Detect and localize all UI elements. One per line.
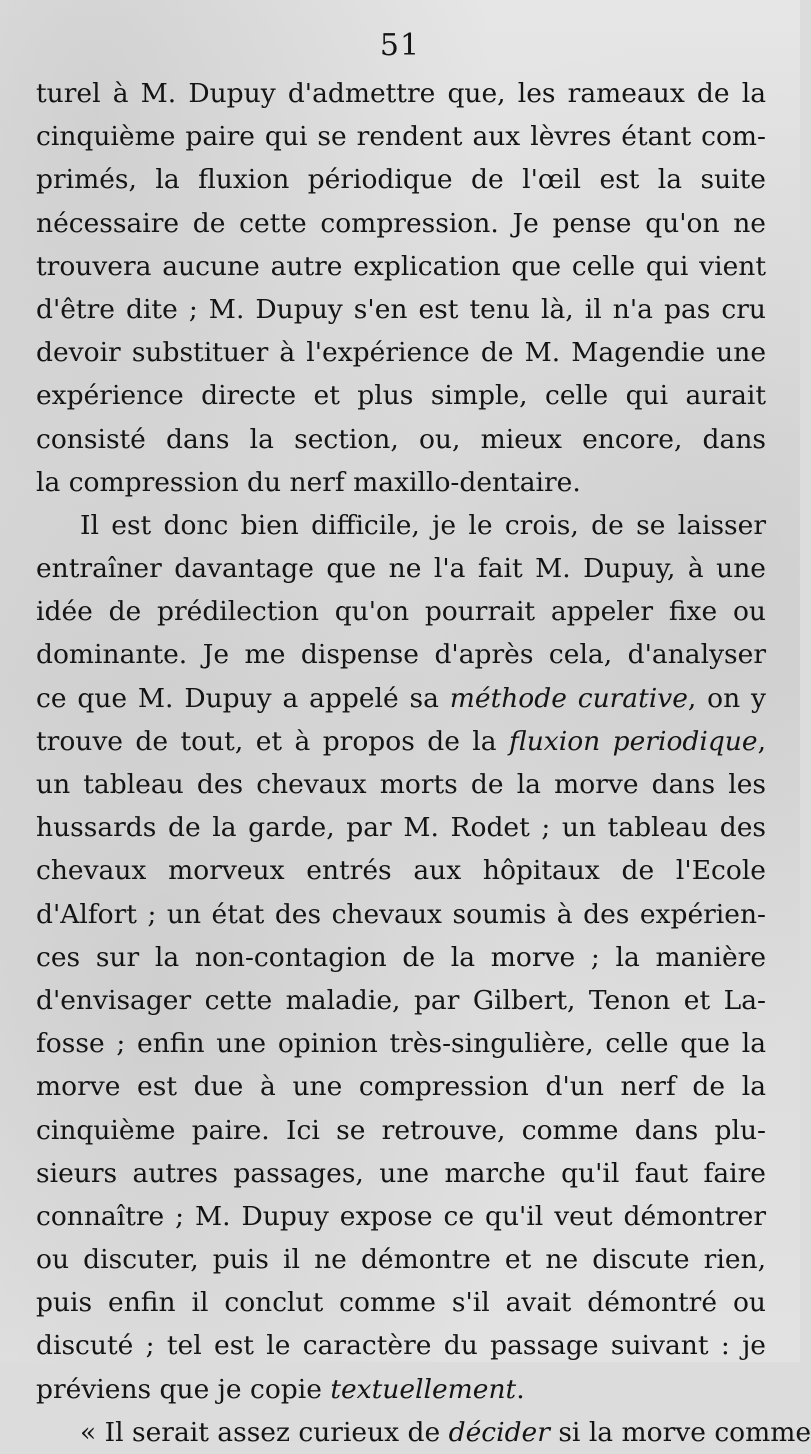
- italic-text: décider: [448, 1416, 550, 1448]
- body-text: [36, 72, 811, 1454]
- text-line: devoir substituer à l'expérience de M. Magendie une: [36, 337, 766, 369]
- text-line: morve est due à une compression d'un nerf de la: [36, 1071, 766, 1103]
- text-segment: si la morve comme: [549, 1416, 811, 1448]
- text-line: trouvera aucune autre explication que celle qui vient: [36, 250, 766, 282]
- text-line: un tableau des chevaux morts de la morve dans les: [36, 769, 766, 800]
- text-line: [36, 677, 766, 720]
- text-segment: « Il serait assez curieux de: [80, 1416, 449, 1448]
- text-line: expérience directe et plus simple, celle qui aurait: [36, 380, 766, 412]
- text-line: discuté ; tel est le caractère du passage suivant : je: [36, 1330, 766, 1362]
- text-segment: préviens que je copie: [36, 1373, 331, 1405]
- text-line: d'envisager cette maladie, par Gilbert, Tenon et La-: [36, 984, 766, 1016]
- italic-text: fluxion periodique: [509, 725, 758, 757]
- text-segment: trouve de tout, et à propos de la: [36, 725, 510, 757]
- text-line: turel à M. Dupuy d'admettre que, les rameaux de la: [36, 78, 766, 109]
- italic-text: méthode curative: [449, 682, 688, 714]
- text-line: d'Alfort ; un état des chevaux soumis à des expérien-: [36, 898, 766, 930]
- text-line: ou discuter, puis il ne démontre et ne discute rien,: [36, 1244, 766, 1276]
- text-line: dominante. Je me dispense d'après cela, d'analyser: [36, 639, 766, 671]
- text-line: connaître ; M. Dupuy expose ce qu'il veut démontrer: [36, 1200, 766, 1232]
- text-segment: .: [516, 1373, 525, 1405]
- text-line: ces sur la non-contagion de la morve ; la manière: [36, 941, 766, 973]
- text-line: consisté dans la section, ou, mieux encore, dans: [36, 423, 766, 455]
- text-line: Il est donc bien difficile, je le crois, de se laisser: [80, 509, 766, 541]
- text-segment: ce que M. Dupuy a appelé sa: [36, 682, 450, 714]
- text-line: la compression du nerf maxillo-dentaire.: [36, 466, 581, 498]
- text-line: sieurs autres passages, une marche qu'il faut faire: [36, 1157, 766, 1189]
- page-number: 51: [379, 28, 421, 63]
- text-line: primés, la fluxion périodique de l'œil est la suite: [36, 164, 766, 196]
- text-line: [36, 720, 766, 763]
- text-line: fosse ; enfin une opinion très-singulière, celle que la: [36, 1028, 766, 1060]
- text-line: d'être dite ; M. Dupuy s'en est tenu là, il n'a pas cru: [36, 293, 766, 325]
- text-line: chevaux morveux entrés aux hôpitaux de l'Ecole: [36, 855, 766, 887]
- text-line: cinquième paire qui se rendent aux lèvres étant com-: [36, 121, 766, 153]
- text-line: [36, 1368, 766, 1411]
- text-line: [36, 1411, 811, 1454]
- text-line: cinquième paire. Ici se retrouve, comme dans plu-: [36, 1114, 766, 1146]
- text-line: idée de prédilection qu'on pourrait appeler fixe ou: [36, 596, 766, 628]
- text-line: nécessaire de cette compression. Je pense qu'on ne: [36, 207, 766, 239]
- text-line: hussards de la garde, par M. Rodet ; un tableau des: [36, 812, 766, 844]
- text-line: entraîner davantage que ne l'a fait M. Dupuy, à une: [36, 553, 766, 585]
- text-segment: ,: [757, 725, 766, 757]
- text-line: puis enfin il conclut comme s'il avait démontré ou: [36, 1287, 766, 1319]
- italic-text: textuellement: [330, 1373, 517, 1405]
- text-segment: , on y: [687, 682, 766, 714]
